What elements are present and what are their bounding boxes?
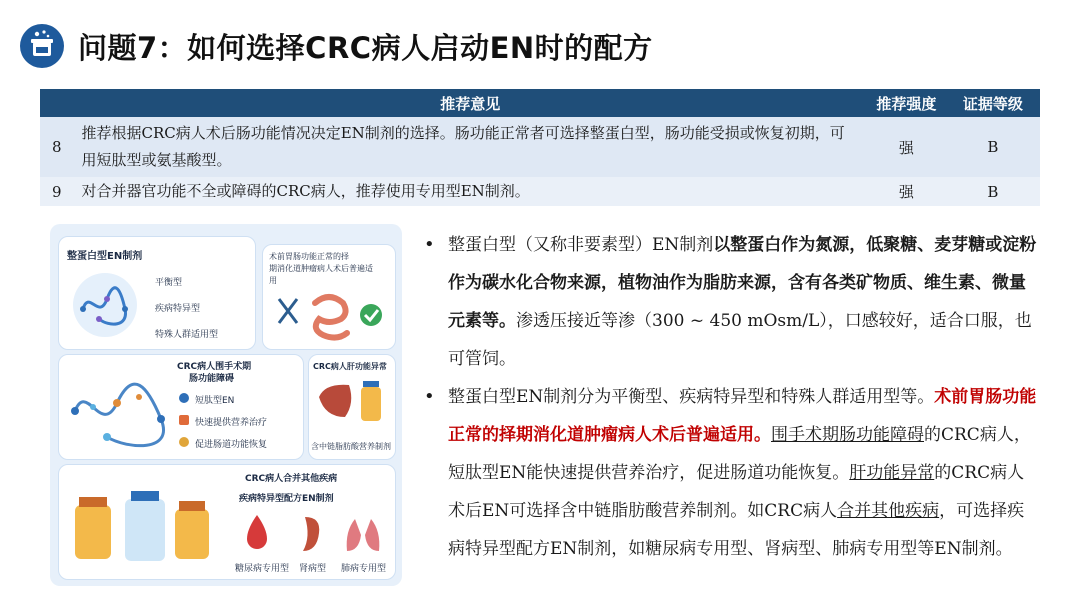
bullet-dot: •	[424, 386, 435, 407]
bullet-item	[418, 226, 1040, 378]
bullet-text: 渗透压接近等渗（300 ~ 450 mOsm/L），口感较好，适合口服，也可管饲。	[448, 311, 1032, 369]
table-row	[40, 177, 1040, 206]
panel-item: 平衡型	[155, 278, 183, 288]
panel-text: 用	[269, 276, 277, 285]
table-header-num	[40, 89, 73, 117]
short-peptide-panel	[58, 354, 304, 460]
table-header-opinion: 推荐意见	[73, 89, 867, 117]
bullet-text: 整蛋白型（又称非要素型）EN制剂	[448, 235, 714, 255]
recommendation-table	[40, 89, 1040, 206]
bullet-underline-text: 肝功能异常	[849, 463, 935, 483]
disease-organs-icon	[235, 511, 391, 557]
liver-icon	[315, 377, 389, 431]
whole-protein-panel	[58, 236, 256, 350]
formula-bottles-icon	[69, 485, 219, 565]
panel-item: 快速提供营养治疗	[195, 418, 268, 428]
bullet-emphasis-text: 术前胃肠功能正常的择期消化道肿瘤病人术后普遍适用。	[448, 387, 1037, 445]
panel-subtitle: 疾病特异型配方EN制剂	[239, 494, 334, 504]
en-formula-infographic	[50, 224, 402, 586]
bullet-text: 的CRC病人术后EN可选择含中链脂肪酸营养制剂。如CRC病人	[448, 463, 1025, 521]
bullet-bold-text: 以整蛋白作为氮源，低聚糖、麦芽糖或淀粉作为碳水化合物来源，植物油作为脂肪来源，含有各类矿物质、维生素、微量元素等。	[448, 235, 1037, 331]
panel-item: 促进肠道功能恢复	[195, 440, 268, 450]
row-level: B	[946, 117, 1040, 177]
rocket-icon	[179, 415, 189, 425]
panel-item: 特殊人群适用型	[155, 330, 219, 340]
table-row	[40, 117, 1040, 177]
panel-title: CRC病人合并其他疾病	[245, 474, 338, 484]
pill-icon	[179, 393, 189, 403]
liver-panel	[308, 354, 396, 460]
explanation-bullets	[418, 226, 1040, 568]
panel-title: 肠功能障碍	[189, 374, 235, 384]
panel-title: CRC病人肝功能异常	[313, 362, 387, 371]
panel-item: 疾病特异型	[155, 304, 201, 314]
table-header-row	[40, 89, 1040, 117]
panel-caption: 含中链脂肪酸营养制剂	[311, 442, 391, 451]
panel-title: CRC病人围手术期	[177, 362, 252, 372]
table-header-level: 证据等级	[946, 89, 1040, 117]
spark-icon	[179, 437, 189, 447]
bullet-dot: •	[424, 234, 435, 255]
panel-text: 术前胃肠功能正常的择	[269, 252, 349, 261]
table-header-strength: 推荐强度	[867, 89, 946, 117]
row-number: 9	[40, 177, 73, 206]
page-title: 问题7：如何选择CRC病人启动EN时的配方	[78, 31, 653, 65]
bullet-underline-text: 围手术期肠功能障碍	[771, 425, 924, 445]
row-level: B	[946, 177, 1040, 206]
panel-text: 期消化道肿瘤病人术后普遍适	[269, 264, 373, 273]
flask-icon	[20, 24, 64, 68]
bullet-text: 整蛋白型EN制剂分为平衡型、疾病特异型和特殊人群适用型等。	[448, 387, 935, 407]
disease-specific-panel	[58, 464, 396, 580]
bullet-text: ，可选择疾病特异型配方EN制剂，如糖尿病专用型、肾病型、肺病专用型等EN制剂。	[448, 501, 1025, 559]
postop-panel	[262, 244, 396, 350]
peptide-chain-icon	[67, 367, 171, 455]
row-text: 对合并器官功能不全或障碍的CRC病人，推荐使用专用型EN制剂。	[73, 177, 867, 206]
row-text: 推荐根据CRC病人术后肠功能情况决定EN制剂的选择。肠功能正常者可选择整蛋白型，肠功能受损或恢复初期，可用短肽型或氨基酸型。	[73, 117, 867, 177]
panel-label: 糖尿病专用型	[235, 564, 290, 574]
panel-label: 肺病专用型	[341, 564, 387, 574]
bullet-text: 的CRC病人，短肽型EN能快速提供营养治疗，促进肠道功能恢复。	[448, 425, 1031, 483]
row-strength: 强	[867, 177, 946, 206]
row-number: 8	[40, 117, 73, 177]
panel-item: 短肽型EN	[195, 396, 235, 406]
bullet-underline-text: 合并其他疾病	[837, 501, 940, 521]
bullet-item	[418, 378, 1040, 568]
panel-label: 肾病型	[299, 564, 327, 574]
panel-title: 整蛋白型EN制剂	[67, 251, 143, 262]
protein-chain-icon	[69, 269, 141, 341]
row-strength: 强	[867, 117, 946, 177]
intestine-icon	[271, 289, 389, 345]
